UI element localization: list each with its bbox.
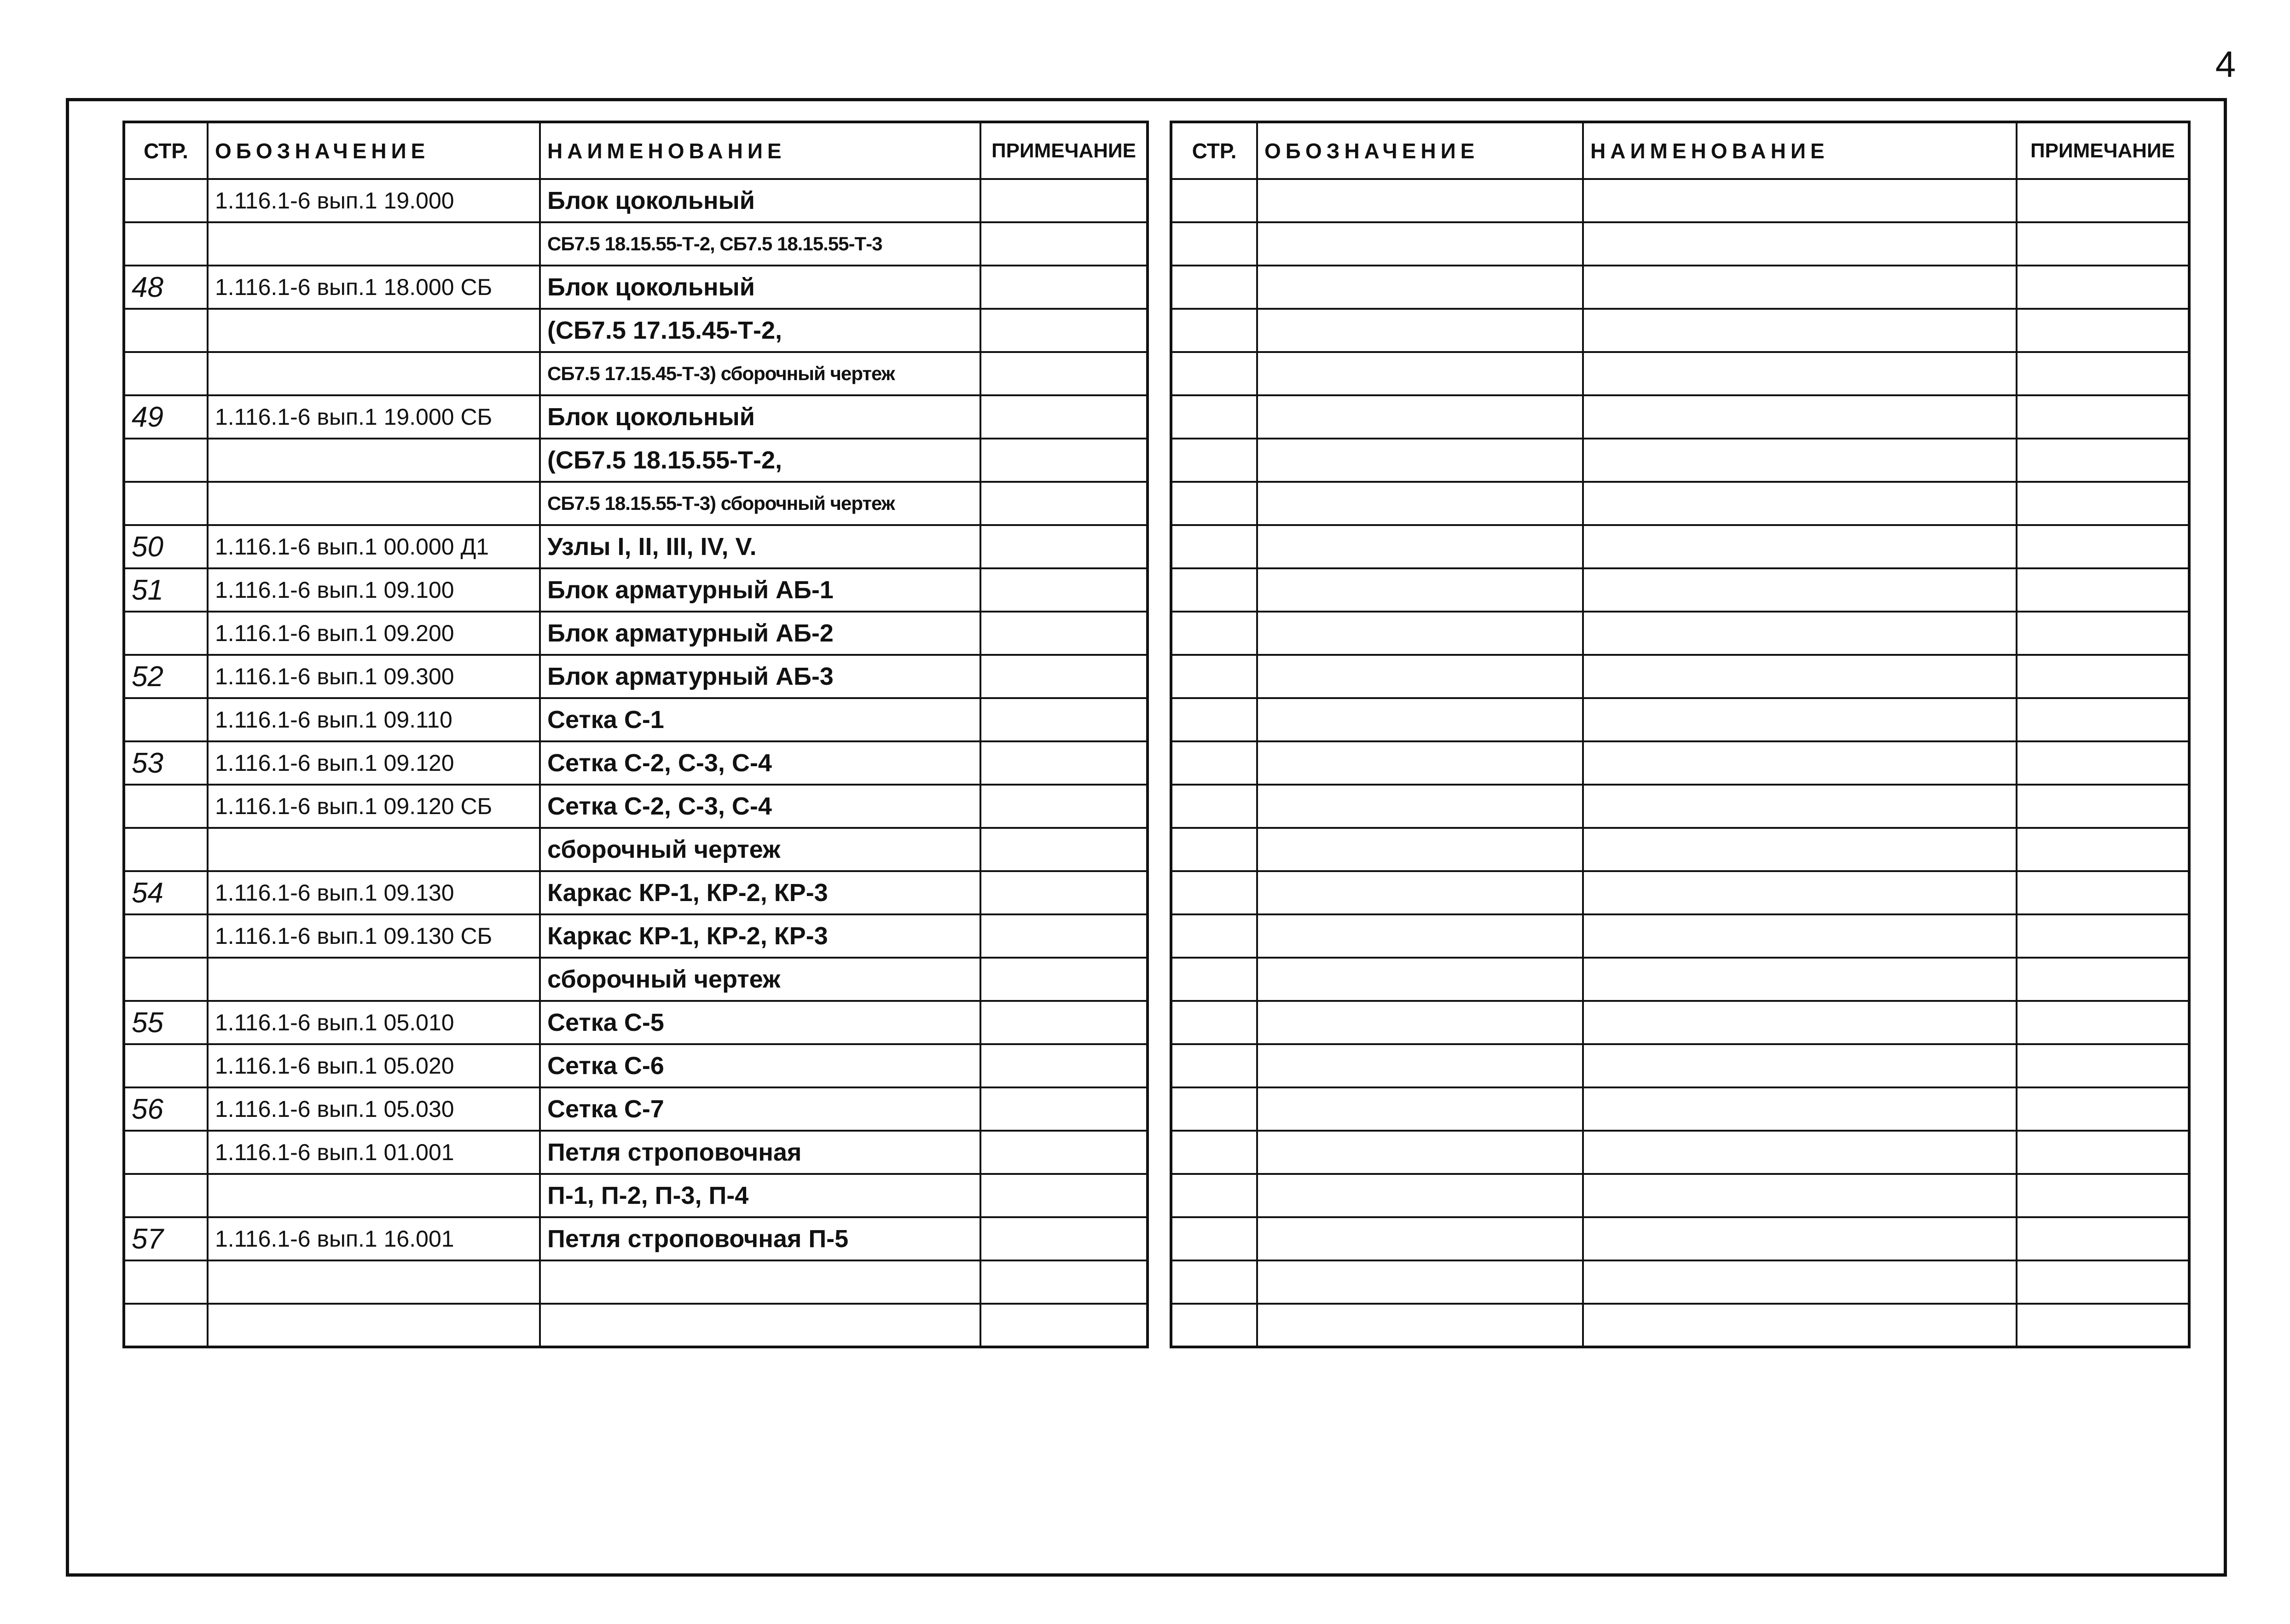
- row-name-cell: [1583, 525, 2017, 568]
- row-designation-cell: [1257, 1001, 1583, 1044]
- row-name-cell: Сетка С-2, С-3, С-4: [540, 741, 980, 785]
- row-note-cell: [980, 439, 1148, 482]
- row-designation-cell: [208, 958, 540, 1001]
- row-name-cell: Блок цокольный: [540, 179, 980, 222]
- row-designation-cell: [1257, 352, 1583, 395]
- row-page-cell: [1171, 1304, 1257, 1347]
- row-name-cell: [1583, 741, 2017, 785]
- right-table-body: [1171, 179, 2189, 1347]
- row-name-cell: [1583, 1174, 2017, 1217]
- row-name-cell: (СБ7.5 18.15.55-Т-2,: [540, 439, 980, 482]
- row-note-cell: [2017, 871, 2189, 914]
- row-note-cell: [980, 612, 1148, 655]
- right-table: [1170, 121, 2191, 1348]
- header-note: ПРИМЕЧАНИЕ: [2017, 122, 2189, 179]
- row-page-cell: [124, 698, 208, 741]
- row-note-cell: [2017, 179, 2189, 222]
- table-row: [1171, 266, 2189, 309]
- row-designation-cell: [1257, 1087, 1583, 1131]
- row-note-cell: [980, 698, 1148, 741]
- row-note-cell: [2017, 395, 2189, 439]
- row-note-cell: [980, 1044, 1148, 1087]
- row-designation-cell: [208, 222, 540, 266]
- row-designation-cell: [1257, 439, 1583, 482]
- row-designation-cell: 1.116.1-6 вып.1 01.001: [208, 1131, 540, 1174]
- table-row: [124, 1001, 1148, 1044]
- table-row: [124, 352, 1148, 395]
- header-page: СТР.: [1171, 122, 1257, 179]
- row-page-cell: [124, 1304, 208, 1347]
- row-name-cell: [1583, 568, 2017, 612]
- table-row: [1171, 482, 2189, 525]
- table-row: [1171, 1260, 2189, 1304]
- row-note-cell: [980, 655, 1148, 698]
- row-page-cell: [124, 1044, 208, 1087]
- row-page-cell: 51: [124, 568, 208, 612]
- row-note-cell: [980, 525, 1148, 568]
- row-designation-cell: [1257, 222, 1583, 266]
- row-designation-cell: 1.116.1-6 вып.1 00.000 Д1: [208, 525, 540, 568]
- row-designation-cell: [1257, 1304, 1583, 1347]
- row-page-cell: [124, 958, 208, 1001]
- table-row: [1171, 1217, 2189, 1260]
- row-name-cell: [1583, 222, 2017, 266]
- row-page-cell: [1171, 958, 1257, 1001]
- row-note-cell: [980, 1174, 1148, 1217]
- row-name-cell: сборочный чертеж: [540, 958, 980, 1001]
- row-page-cell: [1171, 785, 1257, 828]
- row-page-cell: [124, 1131, 208, 1174]
- table-row: [124, 612, 1148, 655]
- table-row: [124, 1087, 1148, 1131]
- row-note-cell: [980, 828, 1148, 871]
- row-name-cell: [1583, 828, 2017, 871]
- row-name-cell: СБ7.5 18.15.55-Т-3) сборочный чертеж: [540, 482, 980, 525]
- row-name-cell: [1583, 482, 2017, 525]
- row-page-cell: [1171, 1001, 1257, 1044]
- table-row: [1171, 525, 2189, 568]
- row-name-cell: Блок арматурный АБ-2: [540, 612, 980, 655]
- row-designation-cell: 1.116.1-6 вып.1 09.130: [208, 871, 540, 914]
- row-page-cell: [1171, 1044, 1257, 1087]
- row-designation-cell: 1.116.1-6 вып.1 05.030: [208, 1087, 540, 1131]
- row-designation-cell: [1257, 525, 1583, 568]
- row-page-cell: [1171, 828, 1257, 871]
- row-name-cell: [1583, 1304, 2017, 1347]
- table-row: [124, 309, 1148, 352]
- row-name-cell: Блок цокольный: [540, 395, 980, 439]
- row-note-cell: [2017, 1001, 2189, 1044]
- row-note-cell: [2017, 568, 2189, 612]
- header-name: НАИМЕНОВАНИЕ: [540, 122, 980, 179]
- row-note-cell: [2017, 439, 2189, 482]
- row-note-cell: [2017, 266, 2189, 309]
- row-page-cell: [124, 828, 208, 871]
- row-page-cell: 57: [124, 1217, 208, 1260]
- row-note-cell: [980, 741, 1148, 785]
- table-row: [1171, 958, 2189, 1001]
- row-name-cell: [1583, 1131, 2017, 1174]
- row-designation-cell: 1.116.1-6 вып.1 18.000 СБ: [208, 266, 540, 309]
- table-row: [124, 439, 1148, 482]
- table-row: [1171, 222, 2189, 266]
- table-row: [124, 1131, 1148, 1174]
- row-note-cell: [980, 395, 1148, 439]
- row-note-cell: [2017, 741, 2189, 785]
- row-note-cell: [2017, 309, 2189, 352]
- row-designation-cell: [208, 828, 540, 871]
- table-row: [1171, 352, 2189, 395]
- row-designation-cell: 1.116.1-6 вып.1 09.100: [208, 568, 540, 612]
- table-row: [124, 222, 1148, 266]
- row-page-cell: [124, 1174, 208, 1217]
- row-designation-cell: [1257, 309, 1583, 352]
- row-page-cell: [1171, 439, 1257, 482]
- row-name-cell: Сетка С-7: [540, 1087, 980, 1131]
- table-row: [124, 958, 1148, 1001]
- row-name-cell: [1583, 266, 2017, 309]
- row-name-cell: [1583, 439, 2017, 482]
- header-designation: ОБОЗНАЧЕНИЕ: [208, 122, 540, 179]
- row-name-cell: СБ7.5 17.15.45-Т-3) сборочный чертеж: [540, 352, 980, 395]
- row-page-cell: [1171, 1260, 1257, 1304]
- row-designation-cell: 1.116.1-6 вып.1 09.120 СБ: [208, 785, 540, 828]
- row-page-cell: 55: [124, 1001, 208, 1044]
- row-designation-cell: [1257, 1174, 1583, 1217]
- row-page-cell: [124, 439, 208, 482]
- row-note-cell: [2017, 958, 2189, 1001]
- table-row: [124, 1044, 1148, 1087]
- row-designation-cell: [208, 482, 540, 525]
- header-row: [1171, 122, 2189, 179]
- row-note-cell: [2017, 828, 2189, 871]
- row-page-cell: [1171, 568, 1257, 612]
- row-page-cell: [124, 1260, 208, 1304]
- row-designation-cell: 1.116.1-6 вып.1 05.020: [208, 1044, 540, 1087]
- row-page-cell: [1171, 1217, 1257, 1260]
- left-table-body: [124, 179, 1148, 1347]
- table-row: [1171, 1131, 2189, 1174]
- row-page-cell: 56: [124, 1087, 208, 1131]
- row-note-cell: [980, 568, 1148, 612]
- header-page: СТР.: [124, 122, 208, 179]
- row-designation-cell: [1257, 871, 1583, 914]
- row-name-cell: [1583, 1087, 2017, 1131]
- row-note-cell: [2017, 1087, 2189, 1131]
- table-row: [124, 828, 1148, 871]
- table-row: [1171, 655, 2189, 698]
- row-designation-cell: [1257, 266, 1583, 309]
- row-designation-cell: 1.116.1-6 вып.1 09.300: [208, 655, 540, 698]
- row-page-cell: 52: [124, 655, 208, 698]
- row-designation-cell: [208, 1260, 540, 1304]
- row-name-cell: Сетка С-1: [540, 698, 980, 741]
- row-page-cell: [1171, 266, 1257, 309]
- row-designation-cell: [1257, 568, 1583, 612]
- row-designation-cell: [1257, 1217, 1583, 1260]
- left-table: [122, 121, 1149, 1348]
- table-row: [1171, 395, 2189, 439]
- row-page-cell: [1171, 1131, 1257, 1174]
- row-name-cell: П-1, П-2, П-3, П-4: [540, 1174, 980, 1217]
- row-name-cell: [1583, 395, 2017, 439]
- row-name-cell: Петля строповочная П-5: [540, 1217, 980, 1260]
- row-name-cell: [1583, 1260, 2017, 1304]
- row-note-cell: [2017, 698, 2189, 741]
- row-note-cell: [980, 266, 1148, 309]
- row-designation-cell: [1257, 612, 1583, 655]
- page-number: 4: [2215, 44, 2236, 85]
- row-name-cell: [1583, 655, 2017, 698]
- table-row: [1171, 741, 2189, 785]
- row-page-cell: 53: [124, 741, 208, 785]
- row-name-cell: [1583, 914, 2017, 958]
- table-row: [1171, 828, 2189, 871]
- row-page-cell: [1171, 612, 1257, 655]
- row-name-cell: [1583, 179, 2017, 222]
- row-note-cell: [2017, 655, 2189, 698]
- row-note-cell: [2017, 352, 2189, 395]
- row-designation-cell: [208, 309, 540, 352]
- row-page-cell: [1171, 1087, 1257, 1131]
- table-row: [1171, 785, 2189, 828]
- row-name-cell: сборочный чертеж: [540, 828, 980, 871]
- table-row: [124, 698, 1148, 741]
- row-name-cell: [1583, 309, 2017, 352]
- row-designation-cell: [208, 352, 540, 395]
- table-row: [124, 266, 1148, 309]
- row-name-cell: Блок арматурный АБ-3: [540, 655, 980, 698]
- row-designation-cell: 1.116.1-6 вып.1 09.120: [208, 741, 540, 785]
- table-row: [1171, 914, 2189, 958]
- row-name-cell: [1583, 1044, 2017, 1087]
- row-note-cell: [980, 958, 1148, 1001]
- row-designation-cell: [1257, 785, 1583, 828]
- row-designation-cell: [1257, 958, 1583, 1001]
- row-page-cell: [1171, 395, 1257, 439]
- row-page-cell: [1171, 871, 1257, 914]
- row-note-cell: [980, 871, 1148, 914]
- row-name-cell: Блок арматурный АБ-1: [540, 568, 980, 612]
- row-page-cell: [124, 612, 208, 655]
- table-row: [1171, 1087, 2189, 1131]
- row-designation-cell: [1257, 655, 1583, 698]
- row-note-cell: [980, 1260, 1148, 1304]
- table-row: [1171, 612, 2189, 655]
- row-note-cell: [980, 1001, 1148, 1044]
- table-row: [1171, 871, 2189, 914]
- row-note-cell: [980, 482, 1148, 525]
- table-row: [124, 914, 1148, 958]
- table-row: [1171, 1304, 2189, 1347]
- row-page-cell: [1171, 352, 1257, 395]
- row-note-cell: [980, 1131, 1148, 1174]
- table-row: [1171, 1044, 2189, 1087]
- row-page-cell: 48: [124, 266, 208, 309]
- row-page-cell: 50: [124, 525, 208, 568]
- row-note-cell: [2017, 785, 2189, 828]
- table-row: [124, 785, 1148, 828]
- table-row: [1171, 698, 2189, 741]
- row-name-cell: Сетка С-2, С-3, С-4: [540, 785, 980, 828]
- table-row: [124, 525, 1148, 568]
- table-row: [124, 395, 1148, 439]
- row-name-cell: Каркас КР-1, КР-2, КР-3: [540, 871, 980, 914]
- row-designation-cell: 1.116.1-6 вып.1 19.000: [208, 179, 540, 222]
- row-designation-cell: [1257, 1131, 1583, 1174]
- row-designation-cell: [1257, 179, 1583, 222]
- row-designation-cell: [1257, 698, 1583, 741]
- row-designation-cell: [1257, 914, 1583, 958]
- table-row: [124, 655, 1148, 698]
- row-note-cell: [980, 1217, 1148, 1260]
- row-name-cell: [1583, 612, 2017, 655]
- row-designation-cell: 1.116.1-6 вып.1 09.200: [208, 612, 540, 655]
- row-name-cell: (СБ7.5 17.15.45-Т-2,: [540, 309, 980, 352]
- row-name-cell: [1583, 958, 2017, 1001]
- row-page-cell: [124, 222, 208, 266]
- table-row: [1171, 1001, 2189, 1044]
- row-page-cell: [1171, 222, 1257, 266]
- row-page-cell: 49: [124, 395, 208, 439]
- row-name-cell: [540, 1260, 980, 1304]
- row-note-cell: [980, 785, 1148, 828]
- row-name-cell: [1583, 785, 2017, 828]
- row-name-cell: СБ7.5 18.15.55-Т-2, СБ7.5 18.15.55-Т-3: [540, 222, 980, 266]
- row-page-cell: [1171, 309, 1257, 352]
- row-note-cell: [980, 914, 1148, 958]
- row-name-cell: [1583, 871, 2017, 914]
- row-designation-cell: 1.116.1-6 вып.1 19.000 СБ: [208, 395, 540, 439]
- header-row: [124, 122, 1148, 179]
- row-note-cell: [980, 179, 1148, 222]
- header-name: НАИМЕНОВАНИЕ: [1583, 122, 2017, 179]
- row-name-cell: Блок цокольный: [540, 266, 980, 309]
- row-note-cell: [980, 309, 1148, 352]
- row-note-cell: [2017, 525, 2189, 568]
- row-note-cell: [2017, 222, 2189, 266]
- row-note-cell: [2017, 1217, 2189, 1260]
- row-note-cell: [2017, 1131, 2189, 1174]
- row-name-cell: Каркас КР-1, КР-2, КР-3: [540, 914, 980, 958]
- row-note-cell: [980, 352, 1148, 395]
- row-name-cell: Петля строповочная: [540, 1131, 980, 1174]
- row-page-cell: [124, 785, 208, 828]
- row-page-cell: [124, 352, 208, 395]
- row-designation-cell: [208, 439, 540, 482]
- table-row: [124, 871, 1148, 914]
- row-page-cell: [124, 309, 208, 352]
- row-page-cell: [1171, 1174, 1257, 1217]
- table-row: [1171, 309, 2189, 352]
- row-note-cell: [980, 1304, 1148, 1347]
- table-row: [124, 1217, 1148, 1260]
- row-page-cell: [1171, 179, 1257, 222]
- row-designation-cell: [208, 1304, 540, 1347]
- table-row: [124, 1304, 1148, 1347]
- table-row: [124, 1174, 1148, 1217]
- row-designation-cell: [1257, 828, 1583, 871]
- row-page-cell: [124, 914, 208, 958]
- row-page-cell: [1171, 741, 1257, 785]
- row-name-cell: Сетка С-5: [540, 1001, 980, 1044]
- row-name-cell: [1583, 1217, 2017, 1260]
- row-note-cell: [2017, 1260, 2189, 1304]
- row-page-cell: [124, 482, 208, 525]
- row-note-cell: [2017, 612, 2189, 655]
- row-page-cell: [124, 179, 208, 222]
- table-row: [124, 482, 1148, 525]
- header-designation: ОБОЗНАЧЕНИЕ: [1257, 122, 1583, 179]
- row-designation-cell: 1.116.1-6 вып.1 09.130 СБ: [208, 914, 540, 958]
- row-designation-cell: [1257, 395, 1583, 439]
- table-row: [124, 179, 1148, 222]
- row-designation-cell: 1.116.1-6 вып.1 05.010: [208, 1001, 540, 1044]
- row-name-cell: [540, 1304, 980, 1347]
- table-row: [1171, 179, 2189, 222]
- table-row: [124, 1260, 1148, 1304]
- row-designation-cell: 1.116.1-6 вып.1 16.001: [208, 1217, 540, 1260]
- row-note-cell: [2017, 1174, 2189, 1217]
- row-page-cell: 54: [124, 871, 208, 914]
- row-designation-cell: [1257, 741, 1583, 785]
- table-row: [124, 741, 1148, 785]
- row-name-cell: [1583, 698, 2017, 741]
- row-name-cell: Узлы I, II, III, IV, V.: [540, 525, 980, 568]
- row-designation-cell: [208, 1174, 540, 1217]
- row-note-cell: [2017, 914, 2189, 958]
- row-designation-cell: [1257, 482, 1583, 525]
- row-note-cell: [2017, 482, 2189, 525]
- row-designation-cell: [1257, 1260, 1583, 1304]
- row-note-cell: [2017, 1304, 2189, 1347]
- row-note-cell: [980, 222, 1148, 266]
- row-name-cell: Сетка С-6: [540, 1044, 980, 1087]
- row-page-cell: [1171, 914, 1257, 958]
- table-row: [124, 568, 1148, 612]
- row-note-cell: [2017, 1044, 2189, 1087]
- row-page-cell: [1171, 482, 1257, 525]
- table-row: [1171, 568, 2189, 612]
- row-name-cell: [1583, 1001, 2017, 1044]
- row-page-cell: [1171, 655, 1257, 698]
- table-row: [1171, 1174, 2189, 1217]
- row-designation-cell: 1.116.1-6 вып.1 09.110: [208, 698, 540, 741]
- table-row: [1171, 439, 2189, 482]
- row-page-cell: [1171, 698, 1257, 741]
- row-name-cell: [1583, 352, 2017, 395]
- header-note: ПРИМЕЧАНИЕ: [980, 122, 1148, 179]
- row-note-cell: [980, 1087, 1148, 1131]
- row-designation-cell: [1257, 1044, 1583, 1087]
- row-page-cell: [1171, 525, 1257, 568]
